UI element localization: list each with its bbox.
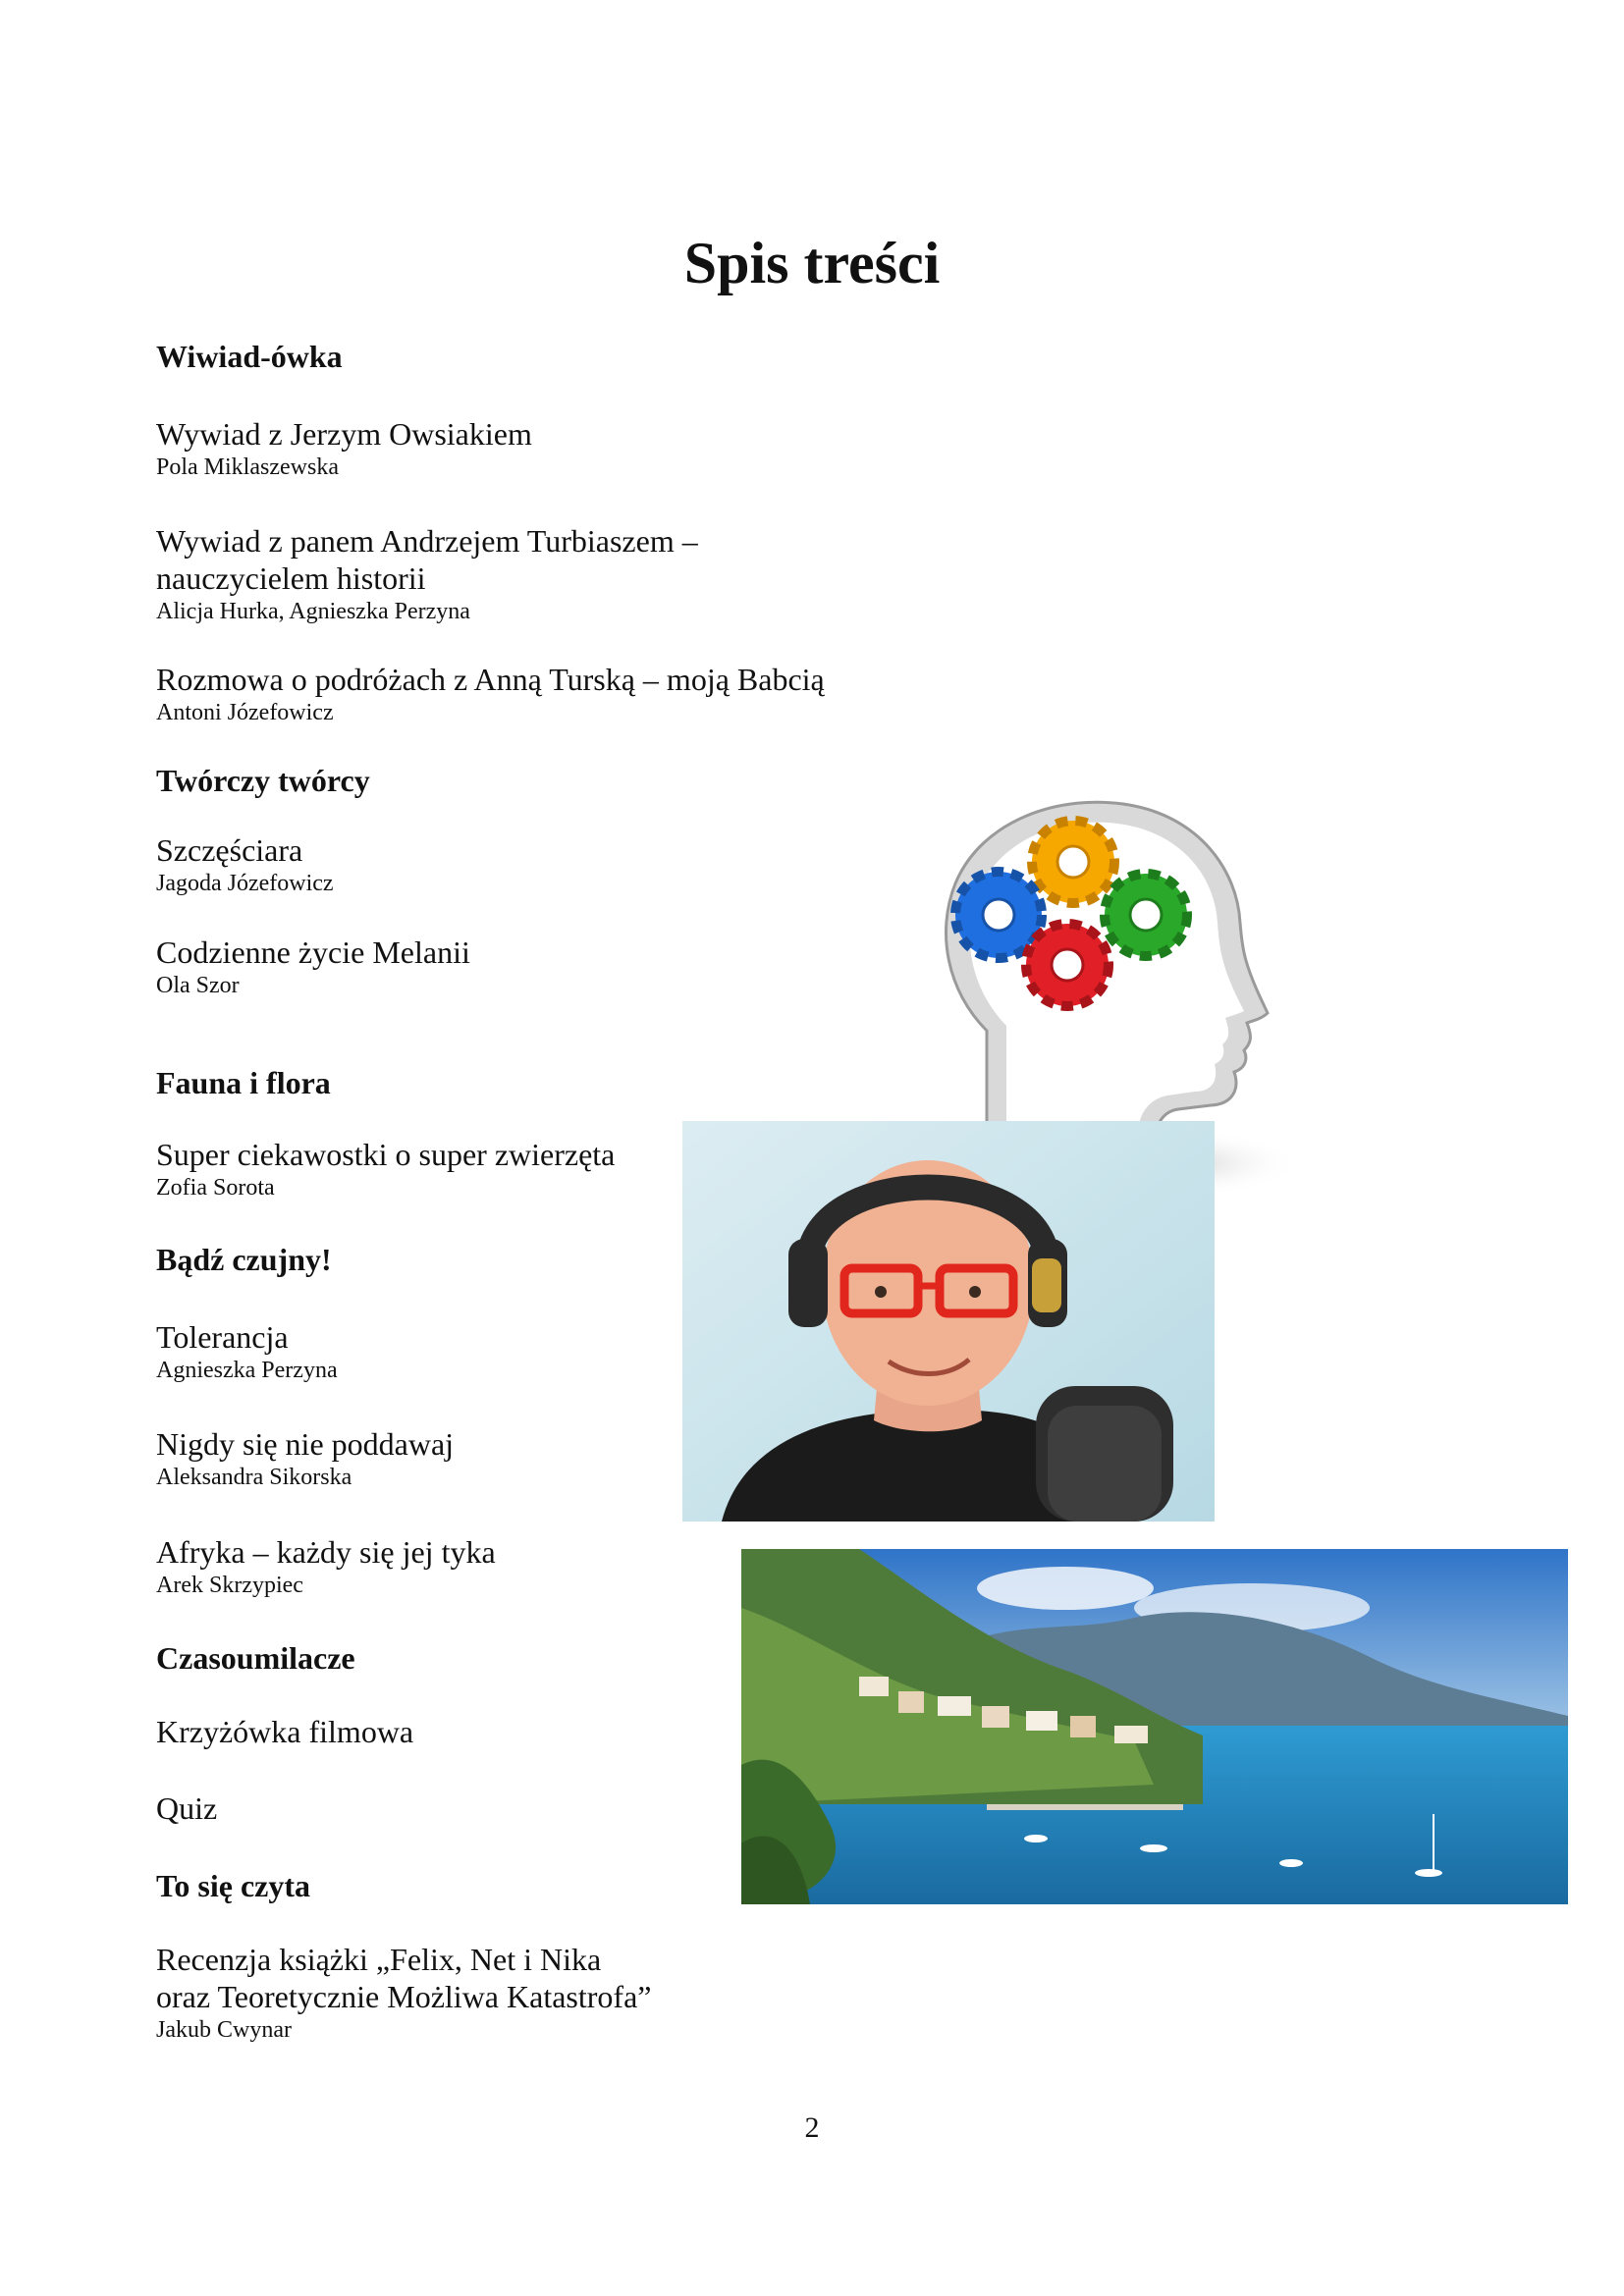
entry-author: Ola Szor: [156, 973, 240, 998]
entry-title: Super ciekawostki o super zwierzęta: [156, 1137, 616, 1172]
toc-entry: [156, 831, 902, 898]
entry-title: Szczęściara: [156, 832, 303, 868]
toc-entry: [156, 661, 902, 727]
section-heading: To się czyta: [156, 1868, 311, 1903]
section-heading: Fauna i flora: [156, 1065, 331, 1100]
toc-entry: [156, 1941, 902, 2045]
man-with-headphones-photo: [682, 1121, 1215, 1522]
entry-title: Rozmowa o podróżach z Anną Turską – moją Babcią: [156, 662, 825, 697]
entry-title: Wywiad z panem Andrzejem Turbiaszem –: [156, 523, 698, 559]
section-heading: Wiwiad-ówka: [156, 339, 343, 374]
entry-author: Agnieszka Perzyna: [156, 1358, 338, 1383]
page-title: Spis treści: [683, 231, 941, 295]
toc-entry: [156, 522, 902, 626]
gear-green-icon: [1105, 874, 1187, 956]
entry-author: Aleksandra Sikorska: [156, 1465, 352, 1490]
entry-title: Codzienne życie Melanii: [156, 934, 470, 970]
entry-title: Afryka – każdy się jej tyka: [156, 1534, 496, 1570]
entry-title: Nigdy się nie poddawaj: [156, 1426, 455, 1462]
entry-title-continued: nauczycielem historii: [156, 561, 426, 596]
entry-title: Quiz: [156, 1790, 218, 1826]
gear-orange-icon: [1032, 821, 1114, 903]
section-heading: Bądź czujny!: [156, 1242, 332, 1277]
entry-author: Antoni Józefowicz: [156, 700, 334, 725]
toc-entry: [156, 934, 902, 1000]
entry-title: Wywiad z Jerzym Owsiakiem: [156, 416, 532, 452]
gear-red-icon: [1026, 924, 1109, 1006]
section-heading: Czasoumilacze: [156, 1640, 355, 1676]
entry-author: Pola Miklaszewska: [156, 454, 339, 480]
coastal-town-photo: [741, 1549, 1568, 1904]
entry-author: Arek Skrzypiec: [156, 1573, 303, 1598]
entry-title: Tolerancja: [156, 1319, 289, 1355]
entry-author: Alicja Hurka, Agnieszka Perzyna: [156, 599, 470, 624]
toc-entry: [156, 415, 902, 482]
entry-author: Jakub Cwynar: [156, 2017, 292, 2043]
entry-author: Zofia Sorota: [156, 1175, 275, 1201]
page-number: 2: [804, 2111, 820, 2144]
entry-title-continued: oraz Teoretycznie Możliwa Katastrofa”: [156, 1979, 652, 2014]
entry-author: Jagoda Józefowicz: [156, 871, 334, 896]
entry-title: Krzyżówka filmowa: [156, 1714, 414, 1749]
entry-title: Recenzja książki „Felix, Net i Nika: [156, 1942, 602, 1977]
section-heading: Twórczy twórcy: [156, 763, 370, 798]
